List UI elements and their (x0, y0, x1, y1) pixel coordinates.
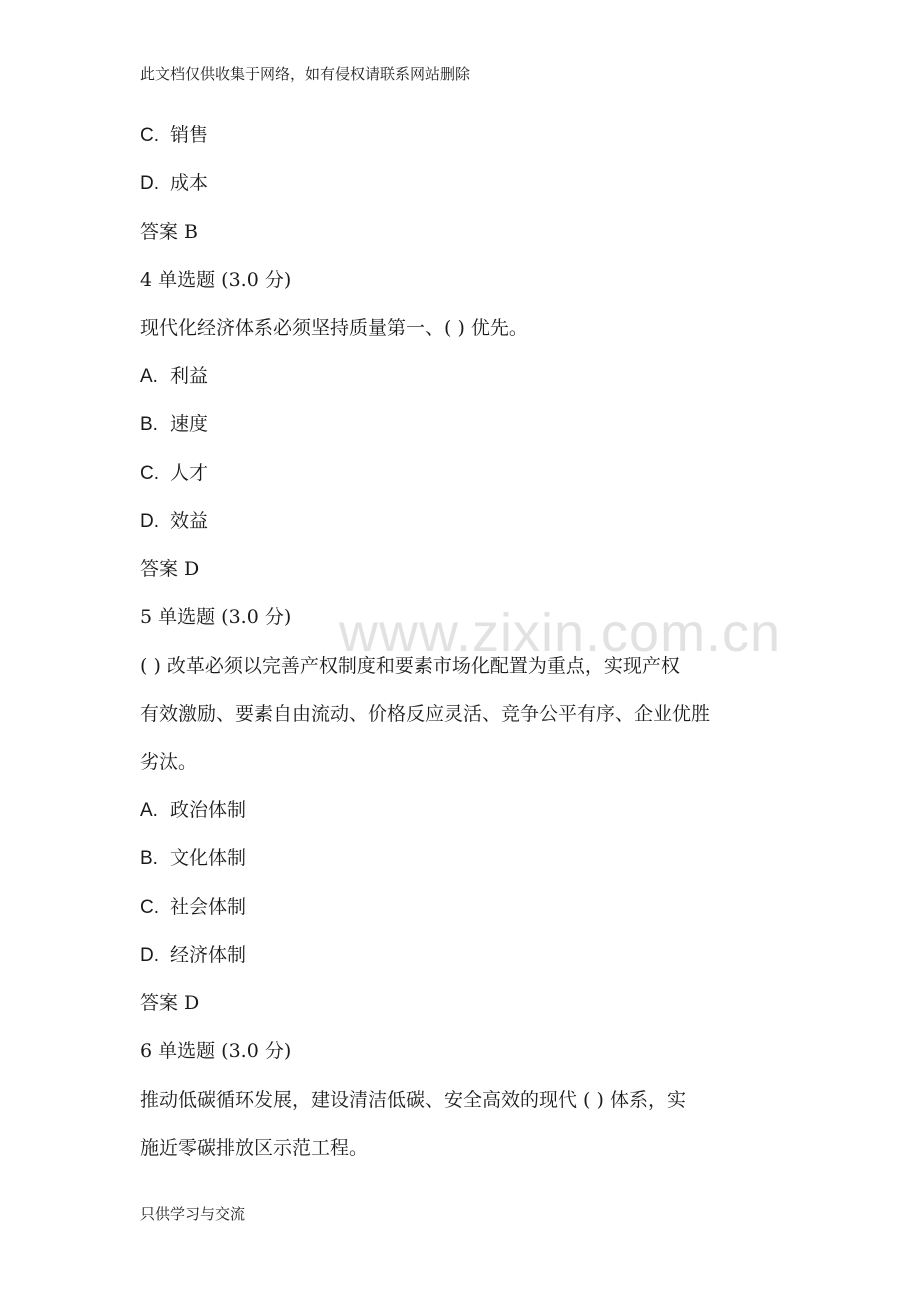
option-text: 销售 (170, 124, 209, 146)
q3-option-d (140, 168, 208, 199)
header-note: 此文档仅供收集于网络，如有侵权请联系网站删除 (140, 65, 471, 83)
q4-option-c (140, 458, 208, 489)
q4-answer: 答案 D (140, 558, 200, 580)
q5-option-c (140, 892, 246, 923)
option-text: 社会体制 (170, 896, 247, 918)
option-letter: A. (140, 366, 158, 387)
option-letter: D. (140, 945, 159, 966)
footer-note: 只供学习与交流 (140, 1205, 246, 1223)
q5-answer: 答案 D (140, 992, 200, 1014)
option-letter: A. (140, 800, 158, 821)
option-letter: B. (140, 848, 158, 869)
option-text: 速度 (170, 413, 209, 435)
q3-answer: 答案 B (140, 221, 199, 243)
option-letter: D. (140, 173, 159, 194)
q4-option-b (140, 409, 208, 440)
option-letter: C. (140, 897, 159, 918)
q4-option-d (140, 506, 208, 537)
q5-option-d (140, 940, 246, 971)
watermark: www.zixin.com.cn (339, 603, 782, 663)
option-text: 人才 (170, 462, 209, 484)
q4-heading: 4 单选题 (3.0 分) (140, 269, 292, 291)
option-text: 效益 (170, 510, 209, 532)
q4-option-a (140, 361, 208, 392)
option-letter: C. (140, 125, 159, 146)
option-letter: B. (140, 414, 158, 435)
q5-option-a (140, 795, 246, 826)
q6-heading: 6 单选题 (3.0 分) (140, 1040, 292, 1062)
option-letter: C. (140, 463, 159, 484)
option-text: 文化体制 (170, 847, 247, 869)
q5-heading: 5 单选题 (3.0 分) (140, 606, 292, 628)
q6-stem-line-1: 推动低碳循环发展，建设清洁低碳、安全高效的现代 ( ) 体系，实 (140, 1089, 686, 1111)
q5-option-b (140, 843, 246, 874)
q4-stem: 现代化经济体系必须坚持质量第一、( ) 优先。 (140, 317, 528, 339)
option-text: 成本 (170, 172, 209, 194)
q6-stem-line-2: 施近零碳排放区示范工程。 (140, 1137, 369, 1159)
q5-stem-line-2: 有效激励、要素自由流动、价格反应灵活、竞争公平有序、企业优胜 (140, 703, 711, 725)
option-text: 政治体制 (170, 799, 247, 821)
q5-stem-line-3: 劣汰。 (140, 751, 198, 773)
option-letter: D. (140, 511, 159, 532)
option-text: 利益 (170, 365, 209, 387)
option-text: 经济体制 (170, 944, 247, 966)
q5-stem-line-1: ( ) 改革必须以完善产权制度和要素市场化配置为重点，实现产权 (140, 655, 680, 677)
q3-option-c (140, 120, 208, 151)
